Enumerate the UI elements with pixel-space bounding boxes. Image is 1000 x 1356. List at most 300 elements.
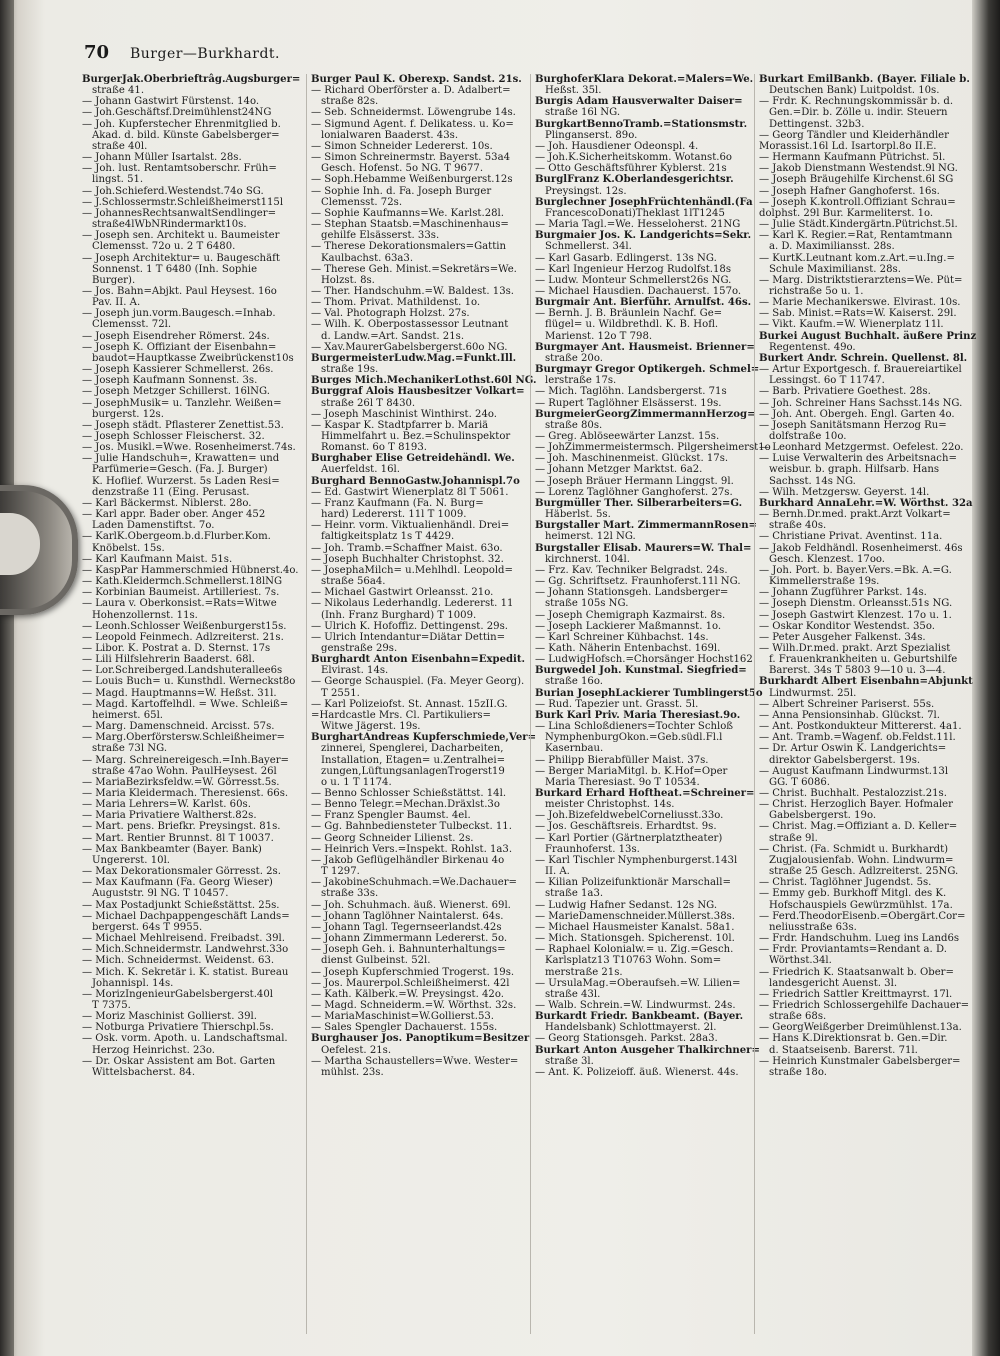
directory-entry-line: — Libor. K. Postrat a. D. Sternst. 17s <box>82 642 271 654</box>
directory-entry-line: — MariaBezirksfeldw.=W. Görresst.5s. <box>82 776 280 788</box>
directory-entry-line: — Frdr. K. Rechnungskommissär b. d. <box>759 96 954 108</box>
directory-entry-line: — Joseph Dienstm. Orleansst.51s NG. <box>759 598 953 610</box>
directory-entry-line: straße 16l NG. <box>545 107 621 119</box>
directory-entry-line: — Lili Hilfslehrerin Baaderst. 68l. <box>82 654 255 666</box>
directory-entry-line: — Seb. Schneidermst. Löwengrube 14s. <box>311 107 516 119</box>
directory-entry-line: — Michael Mehlreisend. Freibadst. 39l. <box>82 933 285 945</box>
directory-entry-line: — Simon Schneider Ledererst. 10s. <box>311 140 493 152</box>
directory-entry-line: — Johann Stationsgeh. Landsberger= <box>535 587 729 599</box>
directory-entry-line: — Joseph sen. Architekt u. Baumeister <box>82 230 280 242</box>
directory-entry-line: — Joseph K. Offiziant der Eisenbahn= <box>82 341 277 353</box>
directory-entry-line: straße 56a4. <box>321 576 386 588</box>
directory-entry-line: — Magd. Schneiderm.=W. Wörthst. 32s. <box>311 999 517 1011</box>
surname-entry: Burkert Andr. Schrein. Quellenst. 8l. <box>759 352 968 364</box>
directory-entry-line: — Joh. Hausdiener Odeonspl. 4. <box>535 140 699 152</box>
directory-entry-line: — Hans K.Direktionsrat b. Gen.=Dir. <box>759 1033 948 1045</box>
directory-entry-line: Burger). <box>92 274 136 286</box>
directory-entry-line: direktor Gabelsbergerst. 19s. <box>769 754 921 766</box>
directory-entry-line: — MariaMaschinist=W.Gollierst.53. <box>311 1011 495 1023</box>
directory-entry-line: — Christ. Taglöhner Jugendst. 5s. <box>759 877 932 889</box>
directory-entry-line: — Ulrich K. Hofoffiz. Dettingenst. 29s. <box>311 620 508 632</box>
directory-entry-line: — Ferd.TheodorEisenb.=Obergärt.Cor= <box>759 910 966 922</box>
directory-entry-line: — Joh. Ant. Obergeh. Engl. Garten 4o. <box>759 408 955 420</box>
directory-entry-line: — Luise Verwalterin des Arbeitsnach= <box>759 453 957 465</box>
directory-entry-line: — Georg Schneider Lilienst. 2s. <box>311 832 474 844</box>
directory-entry-line: — Lina Schloßdieners=Tochter Schloß <box>535 721 734 733</box>
directory-entry-line: — Benno Telegr.=Mechan.Dräxlst.3o <box>311 799 500 811</box>
directory-entry-line: — Sophie Kaufmanns=We. Karlst.28l. <box>311 207 504 219</box>
directory-entry-line: — Dr. Artur Oswin K. Landgerichts= <box>759 743 947 755</box>
directory-entry-line: Auguststr. 9l NG. T 10457. <box>92 888 229 900</box>
directory-entry-line: heimerst. 65l. <box>92 709 164 721</box>
directory-entry-line: straße 80s. <box>545 419 603 431</box>
surname-entry: BurgkartBennoTramb.=Stationsmstr. <box>535 118 748 130</box>
directory-entry-line: — Michael Gastwirt Orleansst. 21o. <box>311 587 494 599</box>
directory-entry-line: burgerst. 12s. <box>92 408 164 420</box>
directory-entry-line: T 7375. <box>92 999 131 1011</box>
directory-entry-line: Fraunhoferst. 13s. <box>545 843 640 855</box>
surname-entry: Burgmaier Jos. K. Landgerichts=Sekr. <box>535 230 752 242</box>
directory-entry-line: — Stephan Staatsb.=Maschinenhaus= <box>311 219 509 231</box>
directory-entry-line: — Michael Dachpappengeschäft Lands= <box>82 910 290 922</box>
directory-entry-line: — Walb. Schrein.=W. Lindwurmst. 24s. <box>535 999 736 1011</box>
directory-entry-line: Schule Maximilianst. 28s. <box>769 263 901 275</box>
directory-entry-line: straße 33s. <box>321 888 379 900</box>
directory-entry-line: — Franz Kaufmann (Fa. N. Burg= <box>311 497 484 509</box>
directory-entry-line: — Karl K. Regier.=Rat, Rentamtmann <box>759 230 953 242</box>
directory-entry-line: — Leonh.Schlosser Weißenburgerst15s. <box>82 620 287 632</box>
directory-entry-line: — Mich. Stationsgeh. Spicherenst. 10l. <box>535 933 735 945</box>
directory-entry-line: — Kath. Näherin Entenbachst. 169l. <box>535 642 721 654</box>
directory-entry-line: — Max Dekorationsmaler Görresst. 2s. <box>82 866 281 878</box>
surname-entry: BurghartAndreas Kupferschmiede,Ver= <box>311 732 537 744</box>
book-binding-edge <box>0 0 14 1356</box>
surname-entry: Burglechner JosephFrüchtenhändl.(Fa <box>535 196 753 208</box>
directory-entry-line: — Leopold Feinmech. Adlzreiterst. 21s. <box>82 631 284 643</box>
directory-entry-line: — Joh. Port. b. Bayer.Vers.=Bk. A.=G. <box>759 564 952 576</box>
column-4 <box>754 74 977 1334</box>
directory-entry-line: — Joseph Kassierer Schmellerst. 26s. <box>82 364 274 376</box>
directory-entry-line: — Gg. Schriftsetz. Fraunhoferst.11l NG. <box>535 576 741 588</box>
directory-entry-line: — Marg. Distriktstierarztens=We. Püt= <box>759 274 963 286</box>
directory-entry-line: — Friedrich Sattler Kreittmayrst. 17l. <box>759 988 953 1000</box>
directory-entry-line: straße 19s. <box>321 364 379 376</box>
directory-entry-line: — JosephMusik= u. Tanzlehr. Weißen= <box>82 397 282 409</box>
directory-entry-line: — Kath. Kälberk.=W. Preysingst. 42o. <box>311 988 504 1000</box>
directory-entry-line: Elvirast. 14s. <box>321 665 389 677</box>
directory-entry-line: — Ed. Gastwirt Wienerplatz 8l T 5061. <box>311 486 509 498</box>
directory-entry-line: — Maria Tagl.=We. Hesseloherst. 21NG <box>535 219 741 231</box>
directory-entry-line: — Karl Bäckermst. Niblerst. 28o. <box>82 497 252 509</box>
directory-entry-line: — Jakob Dienstmann Westendst.9l NG. <box>759 163 958 175</box>
surname-entry: Burgstaller Elisab. Maurers=W. Thal= <box>535 542 752 554</box>
surname-entry: Burgmüller Ther. Silberarbeiters=G. <box>535 497 743 509</box>
directory-entry-line: Regentenst. 49o. <box>769 341 856 353</box>
directory-entry-line: — Bernh.Dr.med. prakt.Arzt Volkart= <box>759 509 951 521</box>
directory-entry-line: — Karl Ingenieur Herzog Rudolfst.18s <box>535 263 732 275</box>
directory-entry-line: straße4lWbNRindermarkt10s. <box>92 219 247 231</box>
page-number: 70 <box>84 42 110 63</box>
directory-entry-line: straße 20o. <box>545 352 603 364</box>
directory-entry-line: merstraße 21s. <box>545 966 623 978</box>
directory-entry-line: — Julie Städt.Kindergärtn.Pütrichst.5l. <box>759 219 958 231</box>
directory-entry-line: Handelsbank) Schlottmayerst. 2l. <box>545 1022 717 1034</box>
surname-entry: Burkei August Buchhalt. äußere Prinz <box>759 330 977 342</box>
surname-entry: Burgwedel Joh. Kunstmal. Siegfried= <box>535 665 747 677</box>
directory-entry-line: Ungererst. 10l. <box>92 854 170 866</box>
directory-entry-line: d. Landw.=Art. Sandst. 21s. <box>321 330 465 342</box>
directory-entry-line: straße 40s. <box>769 520 827 532</box>
directory-entry-line: — Moriz Maschinist Gollierst. 39l. <box>82 1011 257 1023</box>
directory-entry-line: straße 41. <box>92 85 145 97</box>
directory-entry-line: — Artur Exportgesch. f. Brauereiartikel <box>759 364 962 376</box>
directory-entry-line: mühlst. 23s. <box>321 1066 384 1078</box>
directory-entry-line: genstraße 29s. <box>321 642 398 654</box>
directory-entry-line: straße 105s NG. <box>545 598 629 610</box>
directory-entry-line: Installation, Etagen= u.Zentralhei= <box>321 754 506 766</box>
directory-entry-line: Gesch. Hofenst. 5o NG. T 9677. <box>321 163 484 175</box>
directory-entry-line: — Wilh. Metzgersw. Geyerst. 14l. <box>759 486 930 498</box>
directory-entry-line: — Emmy geb. Burkhoff Mitgl. des K. <box>759 888 947 900</box>
column-3 <box>530 74 771 1334</box>
directory-entry-line: — Johann Müller Isartalst. 28s. <box>82 152 242 164</box>
directory-entry-line: — Simon Schreinermstr. Bayerst. 53a4 <box>311 152 511 164</box>
directory-entry-line: Sonnenst. 1 T 6480 (Inh. Sophie <box>92 263 258 275</box>
directory-entry-line: Kaulbachst. 63a3. <box>321 252 414 264</box>
running-head: Burger—Burkhardt. <box>130 46 281 62</box>
directory-entry-line: — Anna Pensionsinhab. Glückst. 7l. <box>759 709 940 721</box>
directory-entry-line: — Joh. Schreiner Hans Sachsst.14s NG. <box>759 397 963 409</box>
directory-entry-line: — Kaspar K. Stadtpfarrer b. Mariä <box>311 419 489 431</box>
directory-entry-line: Clemensst. 72o u. 2 T 6480. <box>92 241 236 253</box>
directory-entry-line: — Nikolaus Lederhandlg. Ledererst. 11 <box>311 598 514 610</box>
directory-entry-line: — Joh. Maschinenmeist. Glückst. 17s. <box>535 453 729 465</box>
directory-entry-line: — Karl Tischler Nymphenburgerst.143l <box>535 854 738 866</box>
directory-entry-line: — Xav.MaurerGabelsbergerst.60o NG. <box>311 341 508 353</box>
directory-entry-line: — JohannesRechtsanwaltSendlinger= <box>82 207 277 219</box>
directory-entry-line: Heßst. 35l. <box>545 85 602 97</box>
directory-entry-line: straße 26l T 8430. <box>321 397 416 409</box>
directory-entry-line: — Johann Tagl. Tegernseerlandst.42s <box>311 921 502 933</box>
directory-entry-line: meister Christophst. 14s. <box>545 799 675 811</box>
directory-entry-line: straße 18o. <box>769 1066 827 1078</box>
directory-entry-line: straße 43l. <box>545 988 601 1000</box>
directory-entry-line: — J.Schlossermstr.Schleißheimerst115l <box>82 196 284 208</box>
directory-entry-line: straße 40l. <box>92 140 148 152</box>
directory-entry-line: — Otto Geschäftsführer Kyblerst. 21s <box>535 163 727 175</box>
surname-entry: BurglFranz K.Oberlandesgerichtsr. <box>535 174 734 186</box>
surname-entry: Burghardt Anton Eisenbahn=Expedit. <box>311 654 526 666</box>
directory-entry-line: straße 1a3. <box>545 888 604 900</box>
directory-entry-line: — Christiane Privat. Aventinst. 11a. <box>759 531 943 543</box>
directory-entry-line: dolfstraße 10o. <box>769 431 847 442</box>
directory-entry-line: — Joseph Chemigraph Kazmairst. 8s. <box>535 609 726 621</box>
directory-entry-line: Gabelsbergerst. 19o. <box>769 810 877 822</box>
directory-entry-line: — Mart. pens. Briefkr. Preysingst. 81s. <box>82 821 281 833</box>
directory-entry-line: — JakobineSchuhmach.=We.Dachauer= <box>311 877 517 889</box>
directory-entry-line: — Joseph Gastwirt Klenzest. 17o u. 1. <box>759 609 952 621</box>
directory-entry-line: — Sab. Minist.=Rats=W. Kaiserst. 29l. <box>759 308 957 320</box>
directory-entry-line: — Ant. K. Polizeioff. äuß. Wienerst. 44s. <box>535 1066 739 1078</box>
directory-entry-line: — LudwigHofsch.=Chorsänger Hochst162 <box>535 654 753 666</box>
directory-entry-line: NymphenburgOkon.=Geb.südl.Fl.l <box>545 732 723 744</box>
directory-entry-line: d. Staatseisenb. Barerst. 71l. <box>769 1044 918 1056</box>
directory-entry-line: — Mich. Taglöhn. Landsbergerst. 71s <box>535 386 727 398</box>
directory-entry-line: — Barb. Privatiere Goethest. 28s. <box>759 386 931 398</box>
directory-entry-line: straße 16o. <box>545 676 603 688</box>
directory-entry-line: Gesch. Klenzest. 17oo. <box>769 553 886 565</box>
directory-entry-line: Zugjalousienfab. Wohn. Lindwurm= <box>769 854 954 866</box>
directory-entry-line: — Dr. Oskar Assistent am Bot. Garten <box>82 1055 276 1067</box>
directory-entry-line: II. A. <box>545 866 570 878</box>
surname-entry: Burkart Anton Ausgeher Thalkirchner= <box>535 1044 760 1056</box>
directory-entry-line: — Mich. Schneidermst. Weidenst. 63. <box>82 955 275 967</box>
directory-entry-line: Holzst. 8s. <box>321 274 375 286</box>
directory-entry-line: — UrsulaMag.=Oberaufseh.=W. Lilien= <box>535 977 741 989</box>
directory-entry-line: — Gg. Bahnbediensteter Tulbeckst. 11. <box>311 821 512 833</box>
column-2 <box>306 74 537 1334</box>
directory-entry-line: — MarieDamenschneider.Müllerst.38s. <box>535 910 736 922</box>
directory-entry-line: — Heinrich Vers.=Inspekt. Rohlst. 1a3. <box>311 843 513 855</box>
directory-entry-line: Clemensst. 72l. <box>92 319 172 331</box>
surname-entry: Burghaber Elise Getreidehändl. We. <box>311 453 515 465</box>
directory-entry-line: — Greg. Ablöseewärter Lanzst. 15s. <box>535 431 720 442</box>
directory-entry-line: — Magd. Hauptmanns=W. Heßst. 31l. <box>82 687 277 699</box>
surname-entry: BurgmeierGeorgZimmermannHerzog= <box>535 408 756 420</box>
directory-entry-line: — Leonhard Metzgermst. Oefelest. 22o. <box>759 442 964 454</box>
directory-entry-line: Plinganserst. 89o. <box>545 129 638 141</box>
directory-entry-line: — Karl appr. Bader ober. Anger 452 <box>82 509 266 521</box>
directory-entry-line: — Johann Gastwirt Fürstenst. 14o. <box>82 96 260 108</box>
directory-entry-line: — JosephaMilch= u.Mehlhdl. Leopold= <box>311 564 513 576</box>
directory-entry-line: — Karl Gasarb. Edlingerst. 13s NG. <box>535 252 717 264</box>
directory-entry-line: — Marg. Damenschneid. Arcisst. 57s. <box>82 721 275 733</box>
directory-entry-line: Wörthst.34l. <box>769 955 832 967</box>
directory-entry-line: — Johann Metzger Marktst. 6a2. <box>535 464 703 476</box>
directory-entry-line: — Georg Stationsgeh. Parkst. 28a3. <box>535 1033 718 1045</box>
directory-entry-line: f. Frauenkrankheiten u. Geburtshilfe <box>769 654 958 666</box>
directory-entry-line: Kimmellerstraße 19s. <box>769 576 880 588</box>
directory-entry-line: — Jos. Bahn=Abjkt. Paul Heysest. 16o <box>82 285 277 297</box>
directory-columns <box>82 74 980 1334</box>
surname-entry: Burges Mich.MechanikerLothst.60l NG. <box>311 375 537 387</box>
directory-entry-line: — Peter Ausgeher Falkenst. 34s. <box>759 631 926 643</box>
directory-entry-line: — Therese Geh. Minist.=Sekretärs=We. <box>311 263 517 275</box>
directory-entry-line: — Ulrich Intendantur=Diätar Dettin= <box>311 631 506 643</box>
surname-entry: Burk Karl Priv. Maria Theresiast.9o. <box>535 709 741 721</box>
directory-entry-line: — Sophie Inh. d. Fa. Joseph Burger <box>311 185 492 197</box>
directory-entry-line: — Johann Zimmermann Ledererst. 5o. <box>311 933 508 945</box>
directory-entry-line: — Soph.Hebamme Weißenburgerst.12s <box>311 174 513 186</box>
directory-entry-line: straße 9l. <box>769 832 818 844</box>
directory-entry-line: — Ludw. Monteur Schmellerst26s NG. <box>535 274 732 286</box>
directory-entry-line: — Joh. Schuhmach. äuß. Wienerst. 69l. <box>311 899 511 911</box>
directory-entry-line: — Maria Kleidermach. Theresienst. 66s. <box>82 788 289 799</box>
directory-entry-line: — Marg. Schreinereigesch.=Inh.Bayer= <box>82 754 289 766</box>
directory-entry-line: — Michael Hausdien. Dachauerst. 157o. <box>535 285 742 297</box>
directory-entry-line: — Lorenz Taglöhner Ganghoferst. 27s. <box>535 486 733 498</box>
directory-entry-line: Pav. II. A. <box>92 297 141 309</box>
directory-entry-line: Hofschauspiels Gewürzmühlst. 17a. <box>769 899 953 911</box>
directory-entry-line: — Joseph K.kontroll.Offiziant Schrau= <box>759 196 956 208</box>
directory-entry-line: — Christ. Mag.=Offiziant a. D. Keller= <box>759 821 958 833</box>
directory-entry-line: lingst. 51. <box>92 174 144 186</box>
directory-entry-line: — Benno Schlosser Schießstättst. 14l. <box>311 788 507 799</box>
directory-entry-line: — Osk. vorm. Apoth. u. Landschaftsmal. <box>82 1033 288 1045</box>
directory-entry-line: — JohZimmermeistermsch. Pilgersheimerst1o <box>535 442 771 454</box>
directory-entry-line: gehilfe Elsässerst. 33s. <box>321 230 440 242</box>
surname-entry: Burggraf Alois Hausbesitzer Volkart= <box>311 386 525 398</box>
directory-entry-line: — Berger MariaMitgl. b. K.Hof=Oper <box>535 765 728 777</box>
directory-entry-line: — Jos. Musikl.=Wwe. Rosenheimerst.74s. <box>82 442 296 454</box>
binder-clip <box>0 485 78 615</box>
directory-entry-line: Himmelfahrt u. Bez.=Schulinspektor <box>321 431 511 442</box>
directory-entry-line: zungen,LüftungsanlagenTrogerst19 <box>321 765 505 777</box>
directory-entry-line: — Karl Kaufmann Maist. 51s. <box>82 553 233 565</box>
directory-entry-line: — Sigmund Agent. f. Delikatess. u. Ko= <box>311 118 514 130</box>
directory-entry-line: — Michael Hausmeister Kanalst. 58a1. <box>535 921 735 933</box>
directory-entry-line: Witwe Jägerst. 19s. <box>321 721 421 733</box>
column-1 <box>82 74 301 1334</box>
directory-entry-line: — Rud. Tapezier unt. Grasst. 5l. <box>535 698 699 710</box>
directory-entry-line: — Joseph städt. Pflasterer Zenettist.53. <box>82 419 284 431</box>
directory-entry-line: — Joseph Kaufmann Sonnenst. 3s. <box>82 375 258 387</box>
directory-entry-line: — Thom. Privat. Mathildenst. 1o. <box>311 297 481 309</box>
directory-entry-line: Hohenzollernst. 11s. <box>92 609 198 621</box>
directory-entry-line: — Joseph Sanitätsmann Herzog Ru= <box>759 419 947 431</box>
directory-entry-line: straße 73l NG. <box>92 743 168 755</box>
directory-entry-line: Wittelsbacherst. 84. <box>92 1066 196 1078</box>
surname-entry: Burkart EmilBankb. (Bayer. Filiale b. <box>759 74 970 85</box>
directory-entry-line: Gen.=Dir. b. Zölle u. indir. Steuern <box>769 107 948 119</box>
directory-entry-line: — Frz. Kav. Techniker Belgradst. 24s. <box>535 564 728 576</box>
directory-entry-line: — Joseph Architektur= u. Baugeschäft <box>82 252 280 264</box>
directory-entry-line: Parfümerie=Gesch. (Fa. J. Burger) <box>92 464 268 476</box>
directory-entry-line: — Julie Handschuh=, Krawatten= und <box>82 453 280 465</box>
directory-entry-line: — Therese Dekorationsmalers=Gattin <box>311 241 506 253</box>
directory-entry-line: Auerfeldst. 16l. <box>321 464 400 476</box>
directory-entry-line: — Christ. Herzoglich Bayer. Hofmaler <box>759 799 953 811</box>
directory-entry-line: — Karl Polizeiofst. St. Annast. 15zII.G. <box>311 698 508 710</box>
directory-entry-line: — KurtK.Leutnant kom.z.Art.=u.Ing.= <box>759 252 955 264</box>
directory-entry-line: richstraße 5o u. 1. <box>769 285 864 297</box>
surname-entry: Burkhard AnnaLehr.=W. Wörthst. 32a <box>759 497 973 509</box>
directory-entry-line: — Johann Taglöhner Naintalerst. 64s. <box>311 910 504 922</box>
directory-entry-line: GG. T 6086. <box>769 776 831 788</box>
directory-entry-line: zinnerei, Spenglerei, Dacharbeiten, <box>321 743 504 755</box>
directory-entry-line: — Mart. Rentier Brunnst. 8l T 10037. <box>82 832 274 844</box>
directory-entry-line: — Joseph Buchhalter Christophst. 32. <box>311 553 504 565</box>
directory-entry-line: Morassist.16l Ld. Isartorpl.8o II.E. <box>759 140 937 152</box>
directory-entry-line: Häberlst. 5s. <box>545 509 611 521</box>
directory-entry-line: — Joseph Schlosser Fleischerst. 32. <box>82 431 265 442</box>
surname-entry: Burkardt Friedr. Bankbeamt. (Bayer. <box>535 1011 744 1023</box>
directory-entry-line: — Franz Spengler Baumst. 4el. <box>311 810 471 822</box>
directory-entry-line: baudot=Hauptkasse Zweibrückenst10s <box>92 352 294 364</box>
directory-entry-line: faltigkeitsplatz 1s T 4429. <box>321 531 455 543</box>
directory-entry-line: — Louis Buch= u. Kunsthdl. Werneckst8o <box>82 676 296 688</box>
directory-entry-line: a. D. Maximiliansst. 28s. <box>769 241 895 253</box>
directory-entry-line: — Joseph Metzger Schillerst. 16lNG. <box>82 386 270 398</box>
directory-entry-line: denzstraße 11 (Eing. Perusast. <box>92 486 250 498</box>
directory-entry-line: K. Hoflief. Wurzerst. 5s Laden Resi= <box>92 475 280 487</box>
directory-entry-line: — Johann Zugführer Parkst. 14s. <box>759 587 927 599</box>
directory-entry-line: — Mich. K. Sekretär i. K. statist. Bureau <box>82 966 289 978</box>
directory-entry-line: Johannispl. 14s. <box>92 977 174 989</box>
directory-entry-line: dolphst. 29l Bur. Karmeliterst. 1o. <box>759 207 934 219</box>
directory-entry-line: — George Schauspiel. (Fa. Meyer Georg). <box>311 676 525 688</box>
directory-entry-line: — Wilh. K. Oberpostassessor Leutnant <box>311 319 509 331</box>
directory-entry-line: Romanst. 6o T 8193. <box>321 442 427 454</box>
directory-entry-line: — Kilian Polizeifunktionär Marschall= <box>535 877 731 889</box>
surname-entry: BurgerJak.Oberbrieftrâg.Augsburger= <box>82 74 301 85</box>
directory-entry-line: straße 25 Gesch. Adlzreiterst. 25NG. <box>769 866 959 878</box>
directory-entry-line: — Frdr. Proviantamts=Rendant a. D. <box>759 944 947 956</box>
directory-entry-line: — Martha Schaustellers=Wwe. Wester= <box>311 1055 519 1067</box>
directory-entry-line: Karlsplatz13 T10763 Wohn. Som= <box>545 955 722 967</box>
directory-entry-line: bergerst. 64s T 9955. <box>92 921 203 933</box>
directory-entry-line: kirchnerst. 104l. <box>545 553 630 565</box>
surname-entry: Burgmayr Gregor Optikergeh. Schmel= <box>535 364 760 376</box>
directory-entry-line: o u. 1 T 1174. <box>321 776 392 788</box>
directory-entry-line: — Karl Schreiner Kühbachst. 14s. <box>535 631 709 643</box>
directory-entry-line: — Vikt. Kaufm.=W. Wienerplatz 11l. <box>759 319 944 331</box>
directory-entry-line: heimerst. 12l NG. <box>545 531 636 543</box>
directory-entry-line: — Joh. Kupferstecher Ehrenmitglied b. <box>82 118 281 130</box>
surname-entry: Burkhardt Albert Eisenbahn=Abjunkt <box>759 676 973 688</box>
directory-entry-line: — Heinrich Kunstmaler Gabelsberger= <box>759 1055 961 1067</box>
directory-entry-line: neliusstraße 63s. <box>769 921 857 933</box>
directory-entry-line: — Richard Oberförster a. D. Adalbert= <box>311 85 511 97</box>
directory-entry-line: Lessingst. 6o T 11747. <box>769 375 885 387</box>
directory-entry-line: straße 47ao Wohn. PaulHeysest. 26l <box>92 765 277 777</box>
directory-entry-line: — Frdr. Handschuhm. Lueg ins Land6s <box>759 933 960 945</box>
surname-entry: BurghoferKlara Dekorat.=Malers=We. <box>535 74 754 85</box>
directory-entry-line: FrancescoDonati)Theklast 1lT1245 <box>545 207 725 219</box>
directory-entry-line: — Joseph Bräuer Hermann Linggst. 9l. <box>535 475 734 487</box>
directory-entry-line: — Ant. Postkondukteur Mittererst. 4a1. <box>759 721 962 733</box>
directory-entry-line: Sachsst. 14s NG. <box>769 475 856 487</box>
directory-entry-line: Lindwurmst. 25l. <box>769 687 857 699</box>
directory-entry-line: dienst Gulbeinst. 52l. <box>321 955 431 967</box>
directory-entry-line: — Heinr. vorm. Viktualienhändl. Drei= <box>311 520 510 532</box>
page-header <box>84 40 944 68</box>
surname-entry: Burgstaller Mart. ZimmermannRosen= <box>535 520 757 532</box>
directory-entry-line: — Jakob Feldhändl. Rosenheimerst. 46s <box>759 542 963 554</box>
directory-entry-line: hard) Ledererst. 11l T 1009. <box>321 509 467 521</box>
directory-entry-line: — Max Bankbeamter (Bayer. Bank) <box>82 843 262 855</box>
surname-entry: BurgermeisterLudw.Mag.=Funkt.Ill. <box>311 352 517 364</box>
directory-entry-line: — Georg Tändler und Kleiderhändler <box>759 129 949 141</box>
directory-entry-line: — Jakob Geflügelhändler Birkenau 4o <box>311 854 505 866</box>
directory-entry-line: — Jos. Maurerpol.Schleißheimerst. 42l <box>311 977 510 989</box>
directory-entry-line: Marienst. 12o T 798. <box>545 330 653 342</box>
directory-entry-line: Laden Damenstiftst. 7o. <box>92 520 215 532</box>
directory-entry-line: — Joseph Kupferschmied Trogerst. 19s. <box>311 966 515 978</box>
directory-entry-line: — Friedrich K. Staatsanwalt b. Ober= <box>759 966 954 978</box>
directory-entry-line: — Bernh. J. B. Bräunlein Nachf. Ge= <box>535 308 723 320</box>
directory-entry-line: — Joseph Maschinist Winthirst. 24o. <box>311 408 497 420</box>
directory-entry-line: Deutschen Bank) Luitpoldst. 10s. <box>769 85 940 97</box>
directory-entry-line: — Rupert Taglöhner Elsässerst. 19s. <box>535 397 722 409</box>
surname-entry: Burkard Erhard Hoftheat.=Schreiner= <box>535 788 755 799</box>
directory-entry-line: — KarlK.Obergeom.b.d.Flurber.Kom. <box>82 531 271 543</box>
directory-entry-line: — Max Kaufmann (Fa. Georg Wieser) <box>82 877 273 889</box>
surname-entry: Burgmayer Ant. Hausmeist. Brienner= <box>535 341 755 353</box>
directory-entry-line: — Raphael Kolonialw.= u. Zig.=Gesch. <box>535 944 734 956</box>
directory-entry-line: — Karl Portier (Gärtnerplatztheater) <box>535 832 723 844</box>
directory-entry-line: — Ludwig Hafner Sedanst. 12s NG. <box>535 899 718 911</box>
